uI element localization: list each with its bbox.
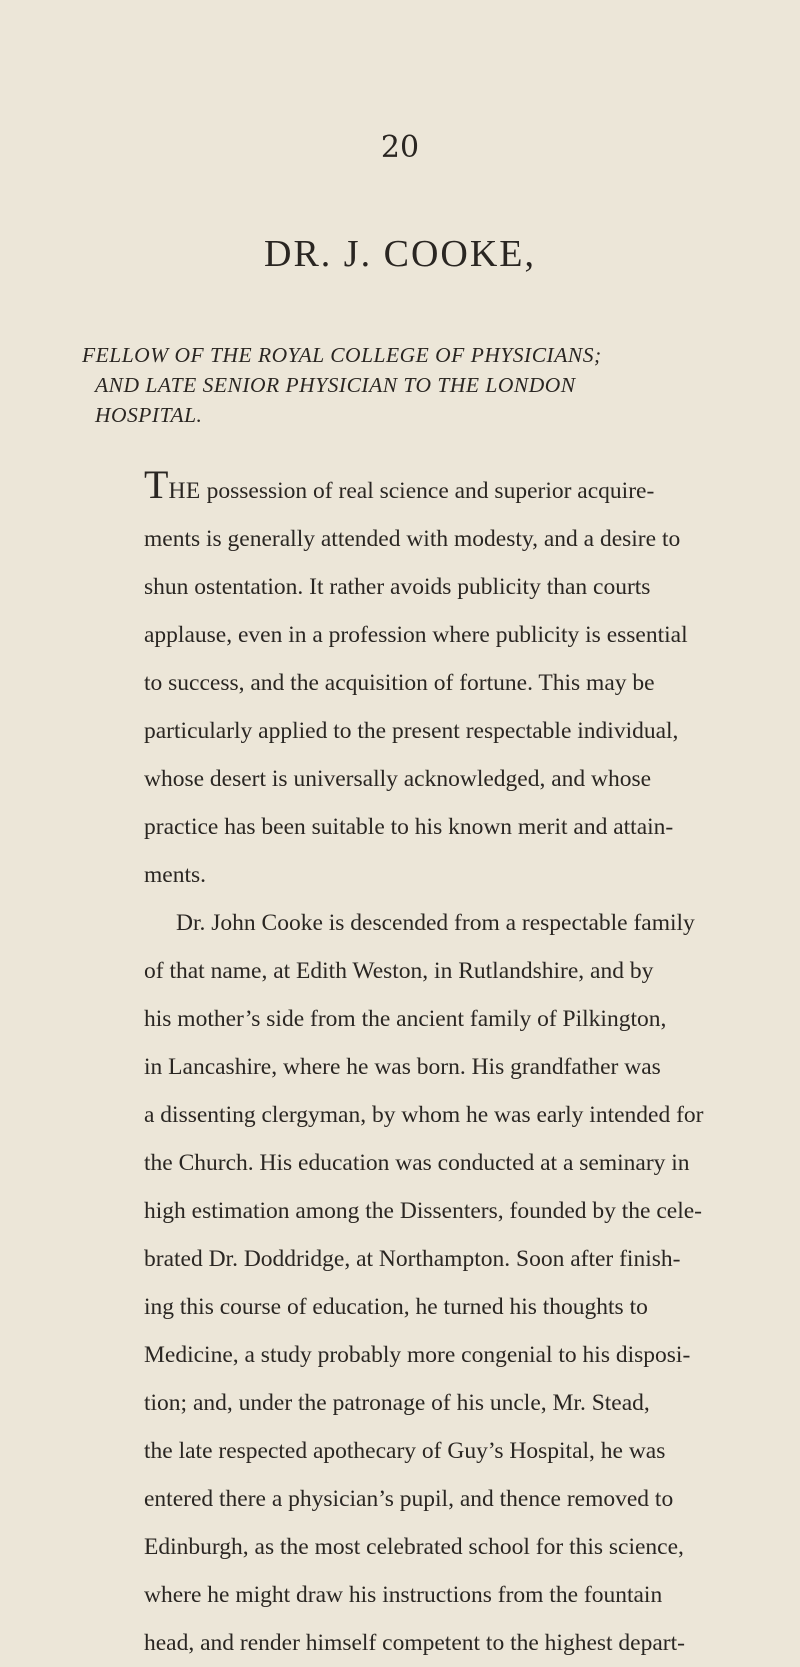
text-line: the late respected apothecary of Guy’s Hospital, he was bbox=[144, 1438, 666, 1464]
subtitle-line: HOSPITAL. bbox=[95, 403, 203, 427]
text-line: of that name, at Edith Weston, in Rutlandshire, and by bbox=[144, 958, 654, 984]
text-line: Medicine, a study probably more congenial to his disposi- bbox=[144, 1342, 691, 1368]
text-line: applause, even in a profession where publicity is essential bbox=[144, 622, 688, 648]
drop-cap: T bbox=[144, 462, 169, 507]
text-line: in Lancashire, where he was born. His grandfather was bbox=[144, 1054, 661, 1080]
line-text: possession of real science and superior acquire- bbox=[200, 478, 655, 504]
text-line: where he might draw his instructions from the fountain bbox=[144, 1582, 663, 1608]
text-line: ing this course of education, he turned his thoughts to bbox=[144, 1294, 648, 1320]
paragraph bbox=[144, 462, 800, 899]
paragraph bbox=[144, 899, 800, 1667]
text-line: the Church. His education was conducted at a seminary in bbox=[144, 1150, 690, 1176]
text-line: practice has been suitable to his known merit and attain- bbox=[144, 814, 674, 840]
lead-word: HE bbox=[168, 478, 201, 504]
subtitle-line: AND LATE SENIOR PHYSICIAN TO THE LONDON bbox=[95, 373, 576, 397]
text-line: to success, and the acquisition of fortune. This may be bbox=[144, 670, 655, 696]
text-line: head, and render himself competent to the highest depart- bbox=[144, 1630, 685, 1656]
text-line: whose desert is universally acknowledged, and whose bbox=[144, 766, 652, 792]
page-number: 20 bbox=[380, 130, 420, 165]
text-line: ments. bbox=[144, 862, 207, 888]
text-line: shun ostentation. It rather avoids publicity than courts bbox=[144, 574, 651, 600]
text-line: high estimation among the Dissenters, founded by the cele- bbox=[144, 1198, 702, 1224]
text-line: Edinburgh, as the most celebrated school for this science, bbox=[144, 1534, 684, 1560]
page-title: DR. J. COOKE, bbox=[264, 233, 536, 275]
subtitle bbox=[82, 340, 800, 430]
text-line: brated Dr. Doddridge, at Northampton. Soon after finish- bbox=[144, 1246, 681, 1272]
text-line: particularly applied to the present respectable individual, bbox=[144, 718, 679, 744]
body-text bbox=[144, 462, 800, 1667]
text-line: tion; and, under the patronage of his uncle, Mr. Stead, bbox=[144, 1390, 650, 1416]
text-line: his mother’s side from the ancient family of Pilkington, bbox=[144, 1006, 667, 1032]
text-line: ments is generally attended with modesty, and a desire to bbox=[144, 526, 681, 552]
text-line: Dr. John Cooke is descended from a respectable family bbox=[176, 910, 695, 936]
text-line: a dissenting clergyman, by whom he was early intended for bbox=[144, 1102, 704, 1128]
text-line bbox=[144, 462, 800, 515]
text-line: entered there a physician’s pupil, and thence removed to bbox=[144, 1486, 674, 1512]
subtitle-line: FELLOW OF THE ROYAL COLLEGE OF PHYSICIANS; bbox=[82, 343, 602, 367]
